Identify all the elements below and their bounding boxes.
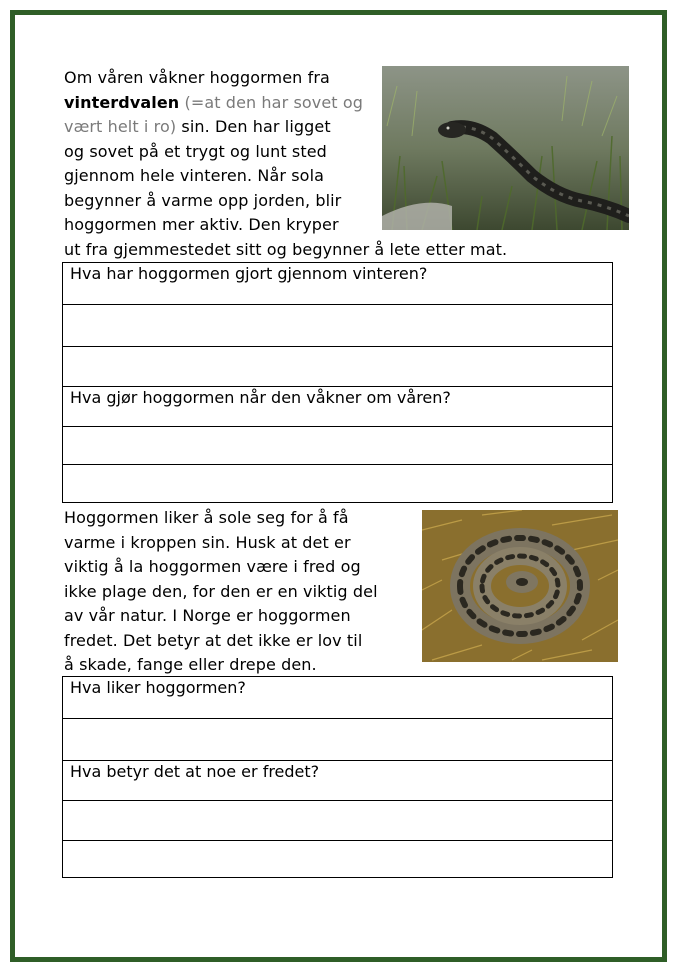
- question-cell: Hva liker hoggormen?: [63, 677, 613, 719]
- text-line: ut fra gjemmestedet sitt og begynner å lete etter mat.: [64, 239, 508, 259]
- text-line: fredet. Det betyr at det ikke er lov til: [64, 630, 363, 650]
- snake-on-grass-photo: [382, 66, 629, 230]
- text-line: å skade, fange eller drepe den.: [64, 655, 317, 674]
- answer-line[interactable]: [63, 801, 613, 841]
- text-line: viktig å la hoggormen være i fred og: [64, 557, 361, 576]
- text-line: Om våren våkner hoggormen fra: [64, 68, 330, 87]
- question-cell: Hva har hoggormen gjort gjennom vinteren?: [63, 263, 613, 305]
- text-line: varme i kroppen sin. Husk at det er: [64, 532, 351, 552]
- answer-line[interactable]: [63, 347, 613, 387]
- coiled-snake-photo: [422, 510, 618, 662]
- keyword-vinterdvalen: vinterdvalen: [64, 92, 180, 112]
- text-line: ikke plage den, for den er en viktig del: [64, 581, 378, 601]
- sunbathing-paragraph: [64, 506, 378, 678]
- answer-line[interactable]: [63, 427, 613, 465]
- explanation-text: vært helt i ro): [64, 117, 177, 136]
- text-line: begynner å varme opp jorden, blir: [64, 190, 342, 210]
- answer-line[interactable]: [63, 305, 613, 347]
- questions-table-1: [62, 262, 613, 503]
- text-line: Hoggormen liker å sole seg for å få: [64, 508, 349, 527]
- text-line: og sovet på et trygt og lunt sted: [64, 141, 327, 161]
- explanation-text: (=at den har sovet og: [179, 92, 363, 112]
- text-line: hoggormen mer aktiv. Den kryper: [64, 215, 339, 234]
- text-fragment: sin. Den har ligget: [176, 117, 331, 136]
- text-line: gjennom hele vinteren. Når sola: [64, 166, 325, 185]
- answer-line[interactable]: [63, 841, 613, 878]
- question-cell: Hva betyr det at noe er fredet?: [63, 761, 613, 801]
- questions-table-2: [62, 676, 613, 878]
- text-line: av vår natur. I Norge er hoggormen: [64, 606, 351, 625]
- question-cell: Hva gjør hoggormen når den våkner om våren?: [63, 387, 613, 427]
- answer-line[interactable]: [63, 465, 613, 503]
- answer-line[interactable]: [63, 719, 613, 761]
